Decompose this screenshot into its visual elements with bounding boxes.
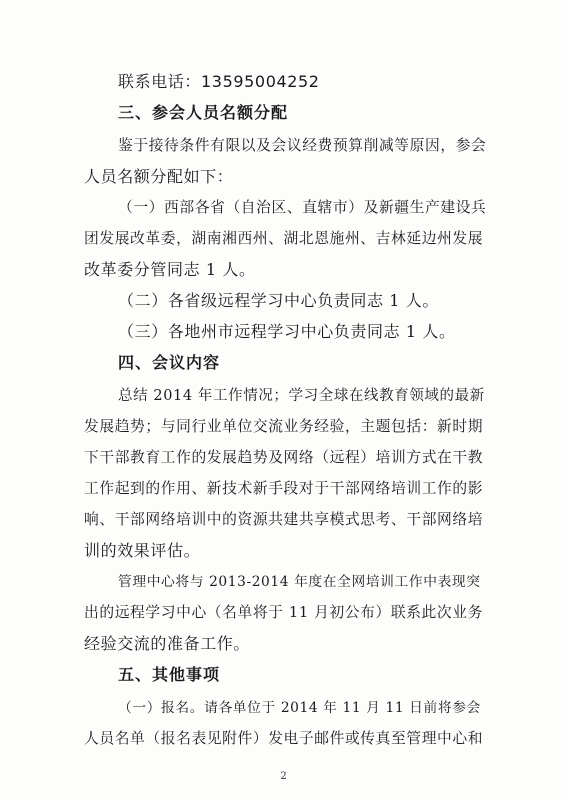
section4-para2-line1: 管理中心将与 2013-2014 年度在全网培训工作中表现突 — [118, 574, 481, 590]
contact-label: 联系电话： — [118, 72, 202, 91]
section3-item3: （三）各地州市远程学习中心负责同志 1 人。 — [118, 322, 456, 341]
section4-heading: 四、会议内容 — [118, 353, 221, 372]
contact-line — [118, 72, 320, 92]
section5-item1-line2: 人员名单（报名表见附件）发电子邮件或传真至管理中心和 — [84, 730, 484, 747]
section3-intro-line2: 人员名额分配如下： — [84, 167, 234, 186]
section4-para2-line3: 经验交流的准备工作。 — [84, 634, 251, 653]
section3-item2: （二）各省级远程学习中心负责同志 1 人。 — [118, 291, 439, 310]
section5-heading: 五、其他事项 — [118, 665, 221, 684]
section4-para1-line2: 发展趋势；与同行业单位交流业务经验，主题包括：新时期 — [84, 418, 484, 435]
section3-intro-line1: 鉴于接待条件有限以及会议经费预算削减等原因，参会 — [118, 137, 487, 154]
section4-para1-line6: 训的效果评估。 — [84, 541, 201, 560]
section4-para1-line1: 总结 2014 年工作情况；学习全球在线教育领域的最新 — [118, 388, 485, 404]
section4-para2-line2: 出的远程学习中心（名单将于 11 月初公布）联系此次业务 — [84, 604, 483, 621]
section3-item1-line1: （一）西部各省（自治区、直辖市）及新疆生产建设兵 — [118, 199, 487, 216]
page-number: 2 — [280, 771, 287, 782]
section3-heading: 三、参会人员名额分配 — [118, 103, 289, 122]
section3-item1-line2: 团发展改革委，湖南湘西州、湖北恩施州、吉林延边州发展 — [84, 230, 484, 247]
section3-item1-line3: 改革委分管同志 1 人。 — [84, 260, 256, 279]
section4-para1-line4: 工作起到的作用、新技术新手段对于干部网络培训工作的影 — [84, 480, 484, 497]
section4-para1-line5: 响、干部网络培训中的资源共建共享模式思考、干部网络培 — [84, 511, 484, 528]
section5-item1-line1: （一）报名。请各单位于 2014 年 11 月 11 日前将参会 — [118, 700, 481, 716]
section4-para1-line3: 下干部教育工作的发展趋势及网络（远程）培训方式在干教 — [84, 449, 484, 466]
contact-phone: 13595004252 — [201, 72, 320, 91]
